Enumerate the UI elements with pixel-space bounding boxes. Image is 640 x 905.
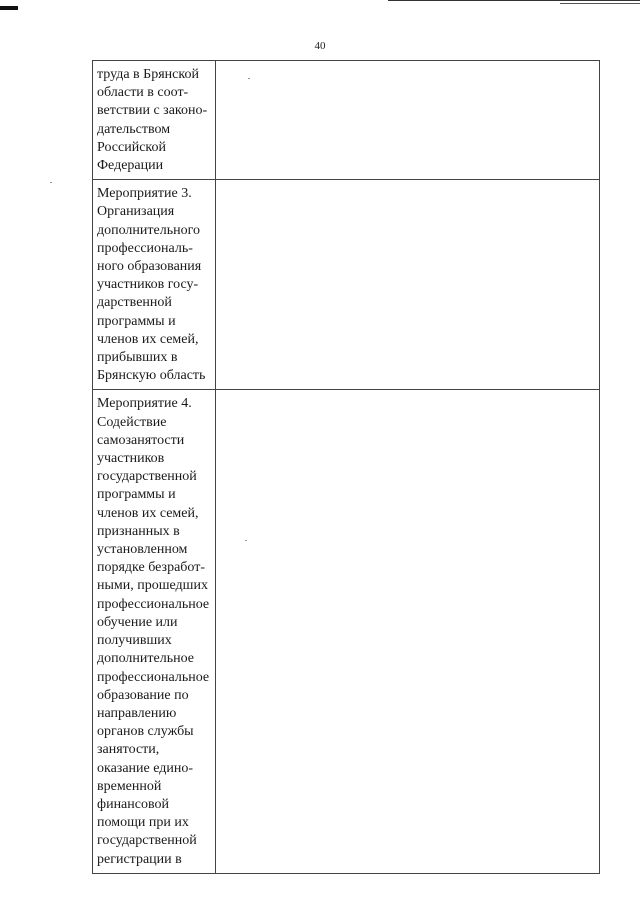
cell-text xyxy=(216,61,599,70)
table-cell-left xyxy=(93,390,216,873)
table-row xyxy=(93,390,600,873)
table-row xyxy=(93,180,600,390)
cell-text: труда в Брянской области в соот- ветствии с законо- дательством Российской Федерации xyxy=(97,67,208,174)
cell-text: Мероприятие 3. Организация дополнительного профессиональ- ного образования участников госу- дарственной программы и членов их семей, прибывших в Брянскую область xyxy=(97,186,206,384)
cell-text xyxy=(216,180,599,189)
scan-speck xyxy=(248,78,250,79)
document-table xyxy=(92,60,600,874)
scan-speck xyxy=(50,182,52,183)
table-cell-right xyxy=(216,61,600,180)
table-row xyxy=(93,61,600,180)
page-number: 40 xyxy=(314,40,326,52)
table-cell-left xyxy=(93,180,216,390)
table-cell-right xyxy=(216,180,600,390)
scan-artifact-line xyxy=(388,0,640,1)
cell-text xyxy=(216,390,599,399)
scan-artifact-line-secondary xyxy=(560,3,640,4)
scan-artifact-mark xyxy=(0,6,18,10)
scan-speck xyxy=(245,540,247,541)
table-cell-left xyxy=(93,61,216,180)
cell-text: Мероприятие 4. Содействие самозанятости участников государственной программы и членов их семей, признанных в установленном порядке безработ- ными, прошедших профессиональное обучение или получивших дополнительное профессиональное образование по направлению органов службы занятости, оказание едино- временной финансовой помощи при их государственной регистрации в xyxy=(97,396,210,867)
table-cell-right xyxy=(216,390,600,873)
